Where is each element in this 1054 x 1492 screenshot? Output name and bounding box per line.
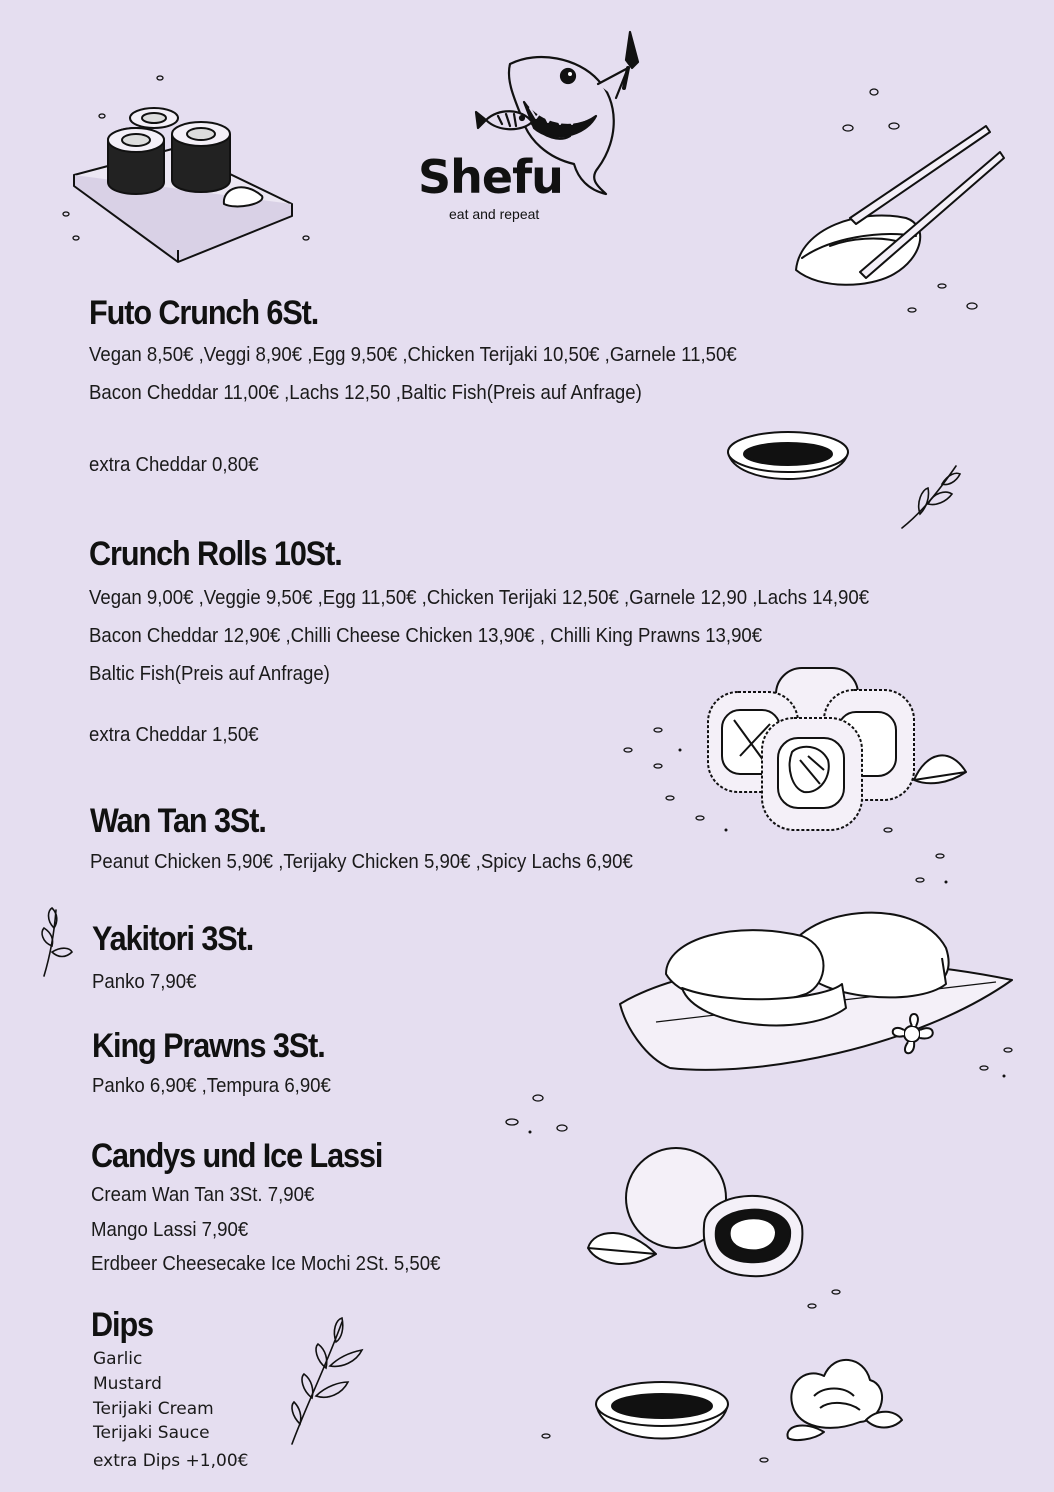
crunch-line-1: Vegan 9,00€ ,Veggie 9,50€ ,Egg 11,50€ ,Chicken Terijaki 12,50€ ,Garnele 12,90 ,Lachs 14,90€ — [89, 587, 870, 609]
section-title-king-prawns: King Prawns 3St. — [92, 1027, 325, 1065]
brand-tagline: eat and repeat — [449, 206, 540, 222]
crunch-rolls-icon — [700, 660, 970, 840]
crunch-line-2: Bacon Cheddar 12,90€ ,Chilli Cheese Chicken 13,90€ , Chilli King Prawns 13,90€ — [89, 625, 763, 647]
wantan-line-1: Peanut Chicken 5,90€ ,Terijaky Chicken 5,90€ ,Spicy Lachs 6,90€ — [90, 851, 633, 873]
candys-line-2: Mango Lassi 7,90€ — [91, 1219, 249, 1241]
section-title-yakitori: Yakitori 3St. — [92, 920, 254, 958]
dip-item-garlic: Garlic — [93, 1349, 143, 1369]
dip-item-terijaki-cream: Terijaki Cream — [93, 1399, 214, 1419]
prawns-line-1: Panko 6,90€ ,Tempura 6,90€ — [92, 1075, 331, 1097]
section-title-candys: Candys und Ice Lassi — [91, 1137, 383, 1175]
dip-item-terijaki-sauce: Terijaki Sauce — [93, 1423, 210, 1443]
candys-line-1: Cream Wan Tan 3St. 7,90€ — [91, 1184, 315, 1206]
futo-extra: extra Cheddar 0,80€ — [89, 454, 259, 476]
nigiri-chopsticks-icon — [790, 118, 1010, 298]
leaf-branch-icon — [286, 1316, 366, 1446]
section-title-crunch-rolls: Crunch Rolls 10St. — [89, 535, 342, 573]
soy-sauce-bowl-icon — [724, 428, 854, 498]
futo-line-1: Vegan 8,50€ ,Veggi 8,90€ ,Egg 9,50€ ,Chicken Terijaki 10,50€ ,Garnele 11,50€ — [89, 344, 737, 366]
mochi-icon — [584, 1146, 814, 1286]
nigiri-on-leaf-icon — [616, 898, 1016, 1078]
soy-sauce-bowl-icon — [592, 1376, 732, 1456]
dips-extra: extra Dips +1,00€ — [93, 1451, 249, 1471]
crunch-line-3: Baltic Fish(Preis auf Anfrage) — [89, 663, 330, 685]
yakitori-line-1: Panko 7,90€ — [92, 971, 197, 993]
candys-line-3: Erdbeer Cheesecake Ice Mochi 2St. 5,50€ — [91, 1253, 441, 1275]
futo-line-2: Bacon Cheddar 11,00€ ,Lachs 12,50 ,Baltic Fish(Preis auf Anfrage) — [89, 382, 642, 404]
section-title-dips: Dips — [91, 1306, 154, 1344]
section-title-futo-crunch: Futo Crunch 6St. — [89, 294, 319, 332]
brand-name: Shefu — [418, 150, 563, 204]
dip-item-mustard: Mustard — [93, 1374, 162, 1394]
maki-on-board-icon — [66, 100, 306, 260]
crunch-extra: extra Cheddar 1,50€ — [89, 724, 259, 746]
section-title-wan-tan: Wan Tan 3St. — [90, 802, 266, 840]
leaf-branch-icon — [36, 906, 76, 978]
ginger-wasabi-icon — [774, 1346, 904, 1446]
leaf-branch-icon — [898, 462, 968, 532]
